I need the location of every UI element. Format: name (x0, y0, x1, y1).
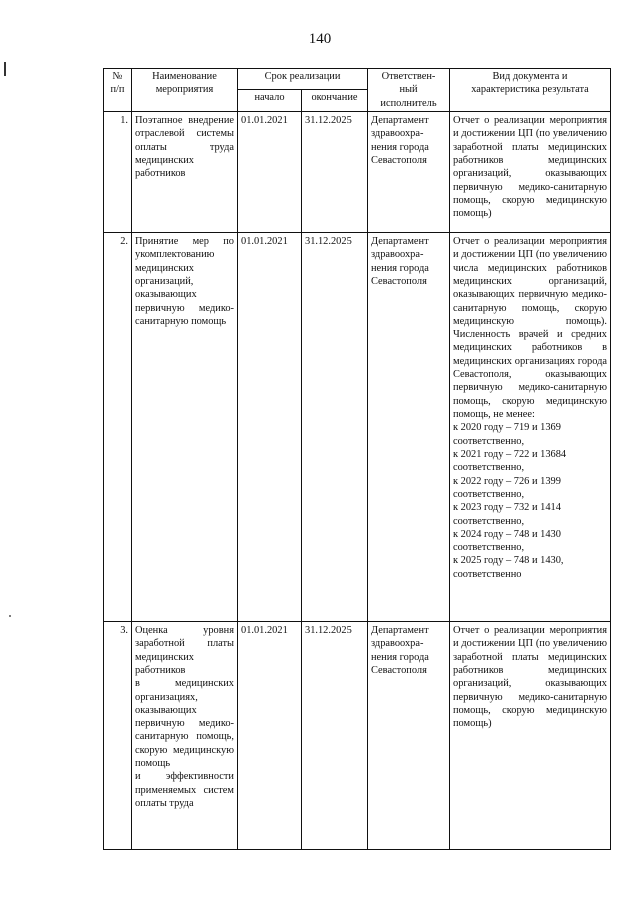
row-name: Принятие мер по укомплектованию медицинских организаций, оказывающих первичную медико-санитарную помощь (132, 232, 238, 621)
header-num: № п/п (104, 69, 132, 112)
table-row (104, 621, 611, 849)
row-result: Отчет о реализации мероприятия и достижении ЦП (по увеличению числа медицинских работников медицинских организаций, оказывающих первичную медико-санитарную помощь, скорую медицинскую помощь). Численность врачей и средних медицинских работников в медицинских организациях города Севастополя, оказывающих первичную медико-санитарную помощь, скорую медицинскую помощь, не менее: к 2020 году – 719 и 1369 соответственно, к 2021 году – 722 и 13684 соответственно, к 2022 году – 726 и 1399 соответственно, к 2023 году – 732 и 1414 соответственно, к 2024 году – 748 и 1430 соответственно, к 2025 году – 748 и 1430, соответственно (450, 232, 611, 621)
row-num: 1. (104, 111, 132, 232)
row-name: Оценка уровня заработной платы медицинских работников в медицинских организациях, оказывающих первичную медико-санитарную помощь, скорую медицинскую помощь и эффективности применяемых систем оплаты труда (132, 621, 238, 849)
row-start-date: 01.01.2021 (238, 621, 302, 849)
row-responsible: Департамент здравоохра- нения города Севастополя (368, 111, 450, 232)
header-name: Наименование мероприятия (132, 69, 238, 112)
row-result: Отчет о реализации мероприятия и достижении ЦП (по увеличению заработной платы медицинских работников медицинских организаций, оказывающих первичную медико-санитарную помощь, скорую медицинскую помощь) (450, 621, 611, 849)
row-end-date: 31.12.2025 (302, 111, 368, 232)
header-end: окончание (302, 90, 368, 111)
header-start: начало (238, 90, 302, 111)
row-result: Отчет о реализации мероприятия и достижении ЦП (по увеличению заработной платы медицинских работников медицинских организаций, оказывающих первичную медико-санитарную помощь, скорую медицинскую помощь) (450, 111, 611, 232)
row-start-date: 01.01.2021 (238, 111, 302, 232)
row-end-date: 31.12.2025 (302, 232, 368, 621)
table-row (104, 111, 611, 232)
page-number: 140 (308, 31, 332, 47)
table-row (104, 232, 611, 621)
row-num: 3. (104, 621, 132, 849)
row-end-date: 31.12.2025 (302, 621, 368, 849)
row-responsible: Департамент здравоохра- нения города Севастополя (368, 232, 450, 621)
row-start-date: 01.01.2021 (238, 232, 302, 621)
margin-mark (4, 62, 6, 76)
row-num: 2. (104, 232, 132, 621)
row-name: Поэтапное внедрение отраслевой системы оплаты труда медицинских работников (132, 111, 238, 232)
header-period: Срок реализации (238, 69, 368, 90)
row-responsible: Департамент здравоохра- нения города Севастополя (368, 621, 450, 849)
header-result: Вид документа и характеристика результата (450, 69, 611, 112)
scan-dot (9, 615, 11, 617)
activities-table (103, 68, 611, 850)
table-header (104, 69, 611, 112)
header-responsible: Ответствен- ный исполнитель (368, 69, 450, 112)
